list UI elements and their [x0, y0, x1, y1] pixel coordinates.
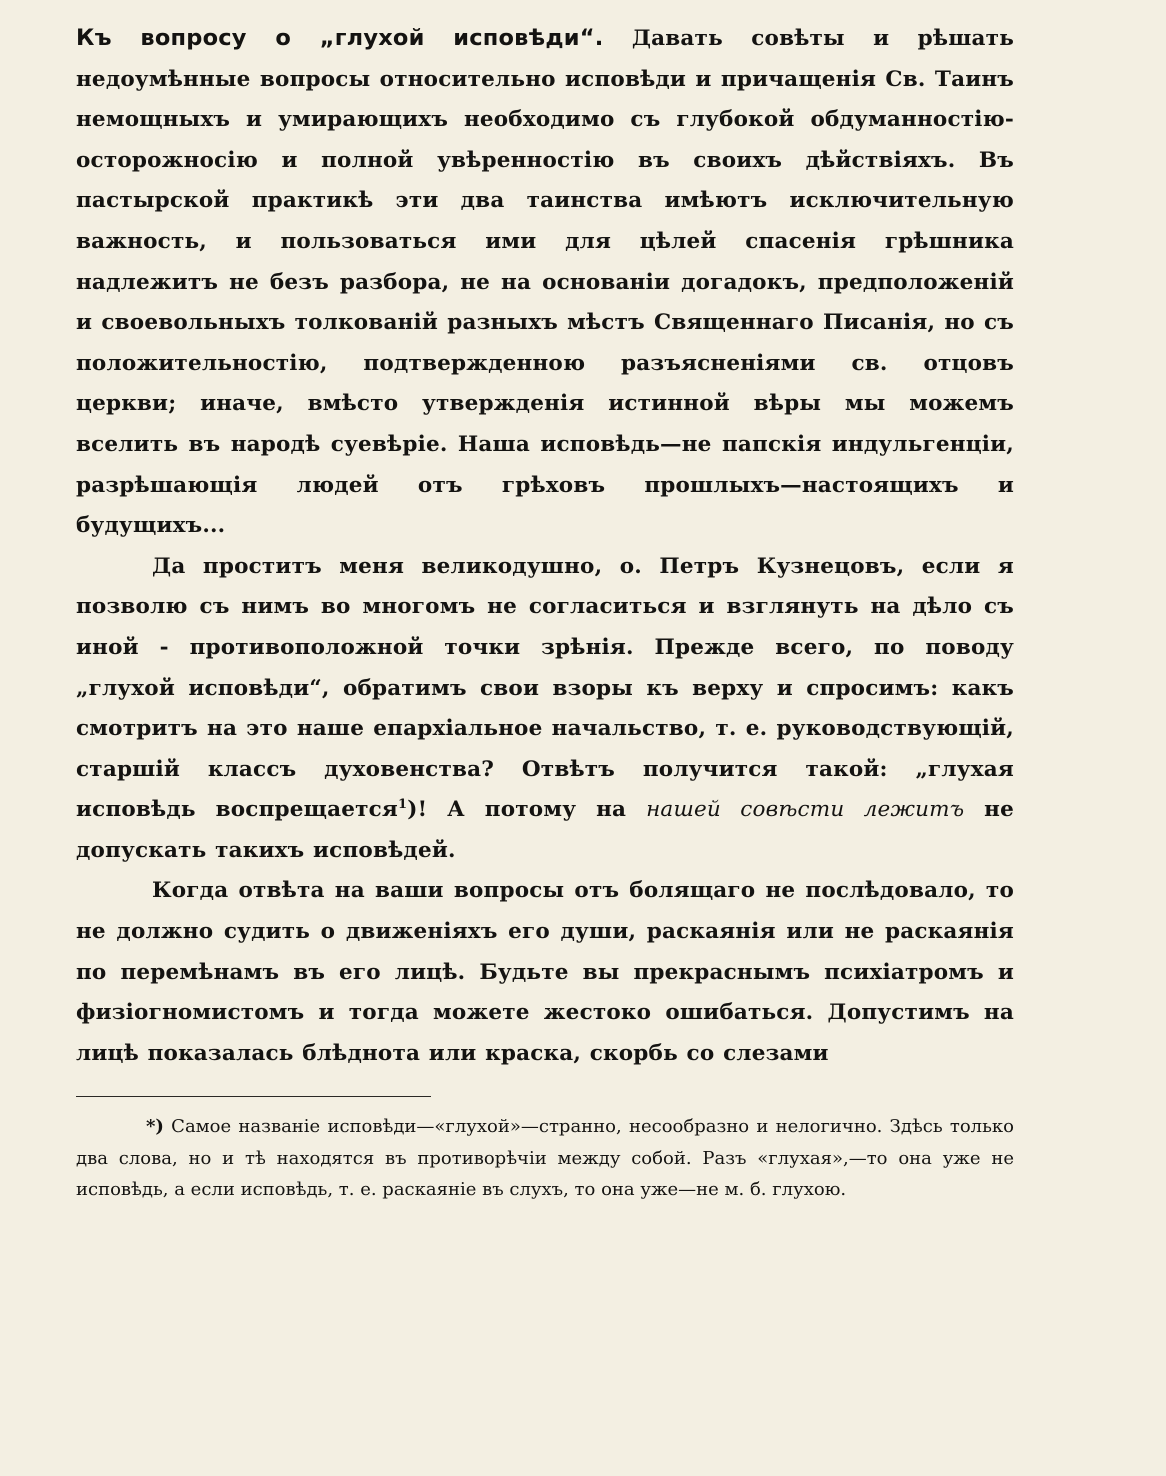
footnote — [76, 1111, 1014, 1206]
article-heading: Къ вопросу о „глухой исповѣди“. — [76, 25, 604, 51]
paragraph-2 — [76, 547, 1014, 872]
paragraph-2-text-cont: )! А потому на — [407, 797, 647, 823]
paragraph-3 — [76, 871, 1014, 1074]
footnote-text: Самое названіе исповѣди—«глухой»—странно, несообразно и нелогично. Здѣсь только два слова, но и тѣ находятся въ противорѣчіи между собой. Разъ «глухая»,—то она уже не исповѣдь, а если исповѣдь, т. е. раскаяніе въ слухъ, то она уже—не м. б. глухою. — [76, 1116, 1014, 1201]
paragraph-2-text: Да проститъ меня великодушно, о. Петръ Кузнецовъ, если я позволю съ нимъ во многомъ не согласиться и взглянуть на дѣло съ иной - противоположной точки зрѣнія. Прежде всего, по поводу „глухой исповѣди“, обратимъ свои взоры къ верху и спросимъ: какъ смотритъ на это наше епархіальное начальство, т. е. руководствующій, старшій классъ духовенства? Отвѣтъ получится такой: „глухая исповѣдь воспрещается — [76, 553, 1014, 823]
footnote-reference: 1 — [398, 797, 408, 813]
paragraph-3-text: Когда отвѣта на ваши вопросы отъ болящаго не послѣдовало, то не должно судить о движеніяхъ его души, раскаянія или не раскаянія по перемѣнамъ въ его лицѣ. Будьте вы прекраснымъ психіатромъ и физіогномистомъ и тогда можете жестоко ошибаться. Допустимъ на лицѣ показалась блѣднота или краска, скорбь со слезами — [76, 878, 1014, 1066]
document-page — [76, 18, 1014, 1206]
paragraph-2-text-end: не допускать такихъ исповѣдей. — [76, 797, 1014, 863]
paragraph-2-emphasis: нашей совѣсти лежитъ — [646, 797, 965, 823]
paragraph-1 — [76, 18, 1014, 547]
paragraph-1-text: Давать совѣты и рѣшать недоумѣнные вопросы относительно исповѣди и причащенія Св. Таинъ немощныхъ и умирающихъ необходимо съ глубокой обдуманностію-осторожносію и полной увѣренностію въ своихъ дѣйствіяхъ. Въ пастырской практикѣ эти два таинства имѣютъ исключительную важность, и пользоваться ими для цѣлей спасенія грѣшника надлежитъ не безъ разбора, не на основаніи догадокъ, предположеній и своевольныхъ толкованій разныхъ мѣстъ Священнаго Писанія, но съ положительностію, подтвержденною разъясненіями св. отцовъ церкви; иначе, вмѣсто утвержденія истинной вѣры мы можемъ вселить въ народѣ суевѣріе. Наша исповѣдь—не папскія индульгенціи, разрѣшающія людей отъ грѣховъ прошлыхъ—настоящихъ и будущихъ... — [76, 26, 1014, 539]
footnote-divider — [76, 1096, 431, 1097]
footnote-marker: *) — [146, 1116, 164, 1138]
